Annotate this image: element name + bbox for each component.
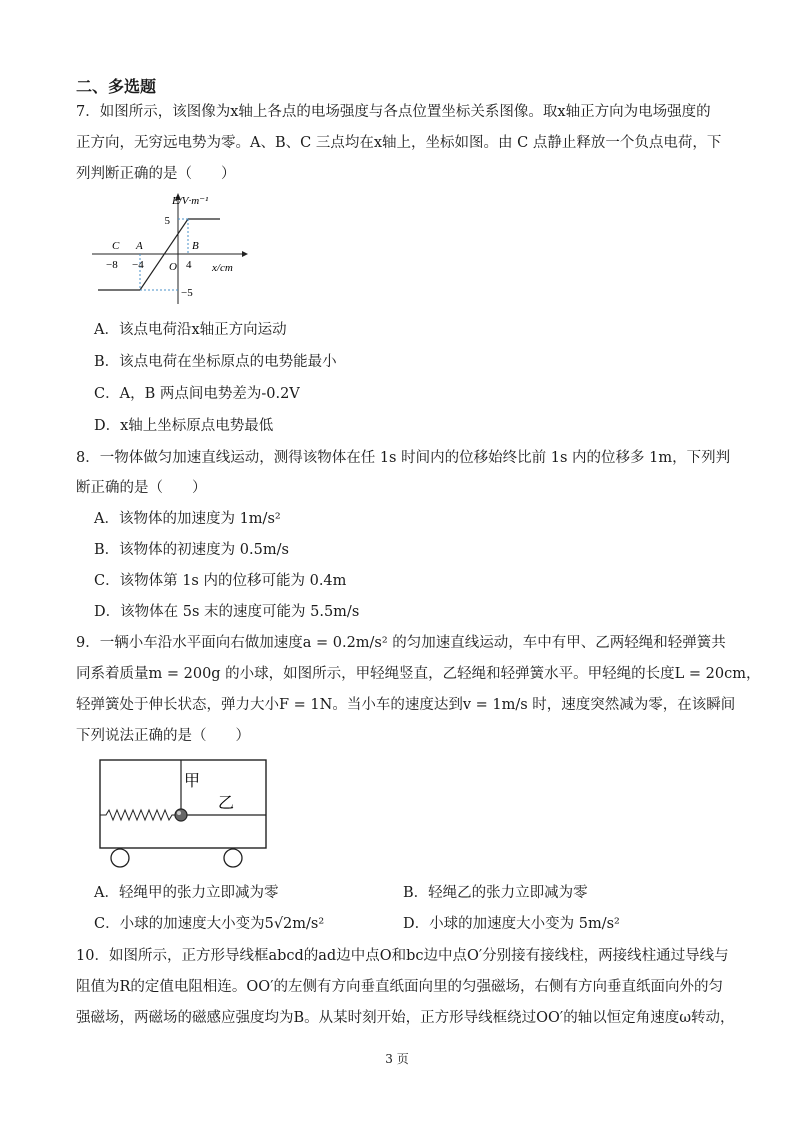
q10-line-3: 强磁场，两磁场的磁感应强度均为B。从某时刻开始，正方形导线框绕过OO′的轴以恒定角速度ω转动， [76,1010,735,1026]
q7-field-graph [92,192,252,306]
origin-label: O [169,261,177,273]
x-axis-label: x/cm [212,262,233,274]
q8-option-b[interactable]: B．该物体的初速度为 0.5m/s [94,542,289,558]
wheel-right [224,849,242,867]
q7-option-c[interactable]: C．A，B 两点间电势差为-0.2V [94,386,300,402]
ball-highlight [177,811,181,815]
label-jia: 甲 [184,773,201,790]
x-tick-4: 4 [186,259,192,271]
q8-option-a[interactable]: A．该物体的加速度为 1m/s² [94,511,281,527]
x-axis-arrow [242,251,248,257]
q10-line-1: 10．如图所示，正方形导线框abcd的ad边中点O和bc边中点O′分别接有接线柱，两接线柱通过导线与 [76,948,729,964]
q9-line-4: 下列说法正确的是（ ） [76,728,250,744]
q7-line-1: 7．如图所示，该图像为x轴上各点的电场强度与各点位置坐标关系图像。取x轴正方向为电场强度的 [76,104,711,120]
q7-line-2: 正方向，无穷远电势为零。A、B、C 三点均在x轴上，坐标如图。由 C 点静止释放一个负点电荷，下 [76,135,722,151]
ball [175,809,187,821]
section-title: 二、多选题 [76,77,157,96]
x-tick-minus4: −4 [132,259,144,271]
cart-body [100,760,266,848]
q7-option-b[interactable]: B．该点电荷在坐标原点的电势能最小 [94,354,337,370]
q7-line-3: 列判断正确的是（ ） [76,166,236,182]
x-tick-minus8: −8 [106,259,118,271]
point-A-label: A [136,240,143,252]
q9-cart-figure [96,756,272,874]
q8-option-c[interactable]: C．该物体第 1s 内的位移可能为 0.4m [94,573,347,589]
q8-option-d[interactable]: D．该物体在 5s 末的速度可能为 5.5m/s [94,604,360,620]
q9-line-1: 9．一辆小车沿水平面向右做加速度a = 0.2m/s² 的匀加速直线运动，车中有甲、乙两轻绳和轻弹簧共 [76,635,726,651]
q9-line-3: 轻弹簧处于伸长状态，弹力大小F = 1N。当小车的速度达到v = 1m/s 时，速度突然减为零，在该瞬间 [76,697,736,713]
q9-option-d[interactable]: D．小球的加速度大小变为 5m/s² [403,916,620,932]
wheel-left [111,849,129,867]
point-C-label: C [112,240,120,252]
q9-option-c[interactable]: C．小球的加速度大小变为5√2m/s² [94,916,325,932]
q9-line-2: 同系着质量m = 200g 的小球，如图所示，甲轻绳竖直，乙轻绳和轻弹簧水平。甲轻绳的长度L = 20cm， [76,666,761,682]
page-number: 3 页 [385,1052,409,1066]
q8-line-1: 8．一物体做匀加速直线运动，测得该物体在任 1s 时间内的位移始终比前 1s 内的位移多 1m，下列判 [76,450,731,466]
y-axis-label: E/V·m⁻¹ [172,195,209,207]
spring [100,810,176,820]
q7-option-d[interactable]: D．x轴上坐标原点电势最低 [94,418,274,434]
q10-line-2: 阻值为R的定值电阻相连。OO′的左侧有方向垂直纸面向里的匀强磁场，右侧有方向垂直纸面向外的匀 [76,979,723,995]
y-tick-bottom: −5 [181,287,193,299]
q9-option-b[interactable]: B．轻绳乙的张力立即减为零 [403,885,588,901]
q7-option-a[interactable]: A．该点电荷沿x轴正方向运动 [94,322,287,338]
q9-option-a[interactable]: A．轻绳甲的张力立即减为零 [94,885,279,901]
q8-line-2: 断正确的是（ ） [76,480,207,496]
y-tick-top: 5 [164,215,170,227]
label-yi: 乙 [218,795,235,812]
point-B-label: B [192,240,199,252]
